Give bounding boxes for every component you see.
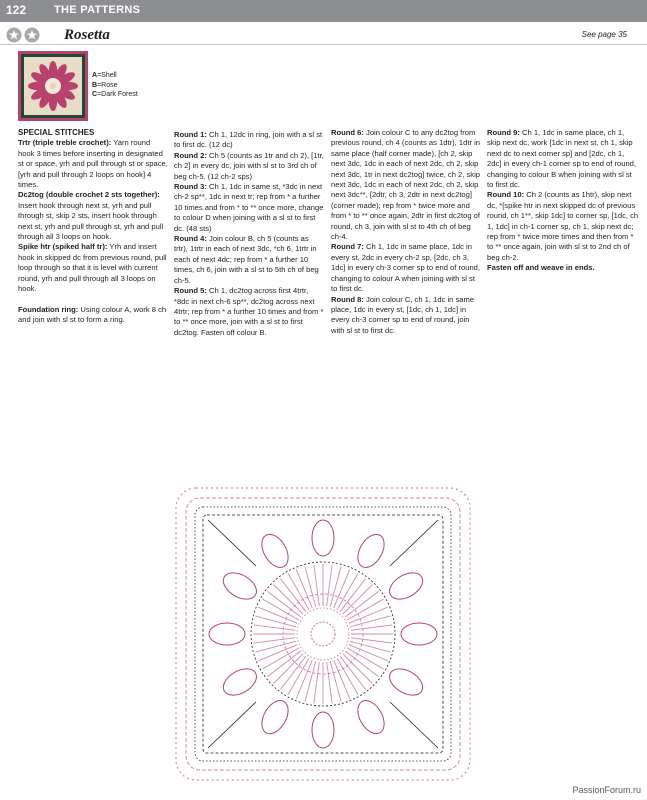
difficulty-stars-icon — [6, 27, 46, 43]
stitch-definition-trtr: Trtr (triple treble crochet): Yarn round hook 3 times before inserting in designated st or space, yrh and pull through st or space, [yrh and pull through 2 loops on hook] 4 times. — [18, 138, 168, 190]
see-page-reference: See page 35 — [581, 30, 627, 39]
pattern-title: Rosetta — [64, 27, 110, 43]
round-1: Round 1: Ch 1, 12dc in ring, join with a sl st to first dc. (12 dc) — [174, 130, 323, 150]
page-header-bar — [0, 0, 647, 22]
text-column-3 — [331, 128, 481, 336]
text-column-2 — [174, 130, 324, 338]
watermark-footer: PassionForum.ru — [572, 785, 641, 795]
legend-item: A=Shell — [92, 72, 117, 79]
stitch-definition-spike-htr: Spike htr (spiked half tr): Yrh and insert hook in skipped dc from previous round, pull loop through so that it is level with current round, yrh and pull through all 3 loops on hook. — [18, 242, 167, 294]
round-2: Round 2: Ch 5 (counts as 1tr and ch 2), [1tr, ch 2] in every dc, join with sl st to 3rd ch of beg ch-5. (12 ch-2 sps) — [174, 150, 324, 181]
pattern-swatch-photo — [18, 51, 88, 121]
round-7: Round 7: Ch 1, 1dc in same place, 1dc in every st, 2dc in every ch-2 sp, [2dc, ch 3, 1dc] in every ch-3 corner sp to end of round, changing to colour A when joining with sl st to first dc. — [331, 242, 481, 294]
legend-item: B=Rose — [92, 81, 118, 89]
text-column-4 — [487, 128, 639, 274]
crochet-chart-diagram — [168, 478, 478, 790]
round-4: Round 4: Join colour B, ch 5 (counts as trtr), 1trtr in each of next 3dc, *ch 6, 1trtr in each of next 4dc; rep from * a further 10 times, ch 6, join with a sl st to 5th ch of beg ch-5. — [174, 234, 319, 285]
round-6: Round 6: Join colour C to any dc2tog from previous round, ch 4 (counts as 1dtr), 1dtr in same place (half corner made), [ch 2, skip next 3dc, 1dc in each of next 2dc, ch 2, skip next 3dc, 1tr in next dc2tog] twice, ch 2, skip next 3dc, 1dc in each of next 2dc, ch 2, skip next 3dc**, [2dtr, ch 3, 2dtr in next dc2tog] (corner made); rep from * twice more and from * to ** once again, 2dtr in first dc2tog of round, ch 3, join with sl st to 4th ch of beg ch-4. — [331, 128, 481, 242]
section-title: THE PATTERNS — [54, 4, 141, 16]
stitch-definition-dc2tog: Dc2tog (double crochet 2 sts together): Insert hook through next st, yrh and pull through st, skip 2 sts, insert hook through next st, yrh and pull through st, yrh and pull through all 3 loops on hook. — [18, 190, 164, 242]
yarn-colour-legend — [92, 71, 138, 100]
round-5: Round 5: Ch 1, dc2tog across first 4trtr, *8dc in next ch-6 sp**, dc2tog across next 4trtr; rep from * a further 10 times and from * to ** once more, join with a sl st to first dc2tog. Fasten off colour B. — [174, 286, 324, 337]
round-8: Round 8: Join colour C, ch 1, 1dc in same place, 1dc in every st, [1dc, ch 1, 1dc] in every ch-3 corner sp to end of round, join with sl st to first dc. — [331, 294, 475, 335]
text-column-1 — [18, 128, 168, 325]
finishing-instruction: Fasten off and weave in ends. — [487, 263, 595, 273]
round-9: Round 9: Ch 1, 1dc in same place, ch 1, skip next dc, work [1dc in next st, ch 1, skip next dc to next corner sp] and [2dc, ch 1, 2dc] in every ch-1 corner sp to end of round, changing to colour B when joining with sl st to first dc. — [487, 128, 637, 190]
page-number: 122 — [6, 3, 27, 17]
round-10: Round 10: Ch 2 (counts as 1htr), skip next dc, *[spike htr in next skipped dc of previous round, ch 1**, skip 1dc] to corner sp, [1dc, ch 1, 1dc] in ch-1 corner sp, ch 1, skip next dc; rep from * twice more times and then from * to ** once again, join with sl st to 2nd ch of beg ch-2. — [487, 190, 639, 262]
pattern-title-row — [0, 26, 647, 45]
round-3: Round 3: Ch 1, 1dc in same st, *3dc in next ch-2 sp**, 1dc in next tr; rep from * a further 10 times and from * to ** once more, change to colour D when joining with a sl st to first dc. (48 sts) — [174, 182, 324, 233]
legend-item: C=Dark Forest — [92, 91, 138, 98]
special-stitches-heading: SPECIAL STITCHES — [18, 128, 95, 137]
foundation-ring: Foundation ring: Using colour A, work 8 ch and join with sl st to form a ring. — [18, 304, 167, 324]
